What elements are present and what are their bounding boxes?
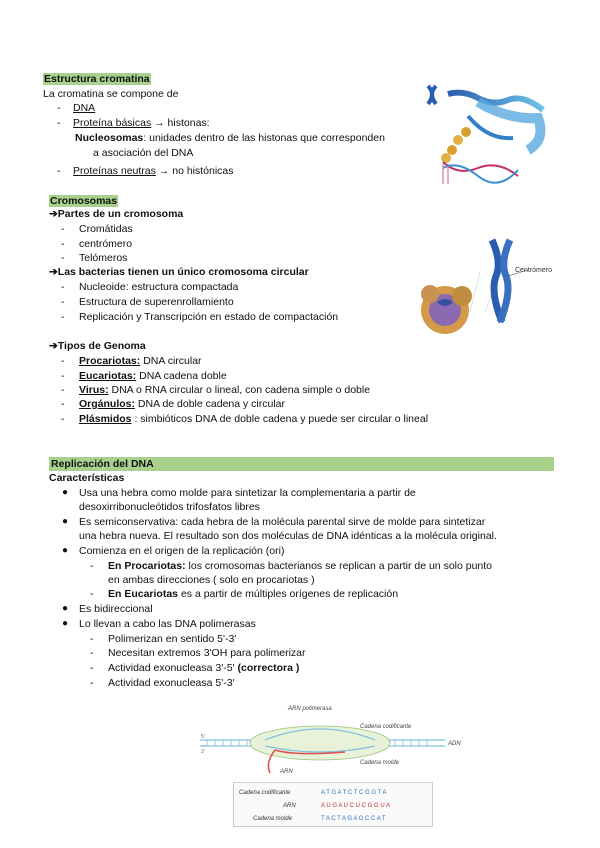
sub-bullet-text: Actividad exonucleasa 3'-5' (correctora ) xyxy=(108,662,300,674)
adn-label: ADN xyxy=(448,741,461,747)
seq-cod: A T G A T C T C G G T A xyxy=(321,790,387,796)
list-item: Estructura de superenrollamiento xyxy=(79,296,234,308)
seq-molde: T A C T A G A G C C A T xyxy=(321,816,386,822)
bullet-text: Usa una hebra como molde para sintetizar la complementaria a partir de xyxy=(79,487,416,499)
seq-cod-label: Cadena codificante xyxy=(239,790,291,796)
section-title-cromosomas: Cromosomas xyxy=(50,195,118,207)
list-item: Telómeros xyxy=(79,252,128,264)
cadena-molde-label: Cadena molde xyxy=(360,760,400,766)
list-item: Replicación y Transcripción en estado de compactación xyxy=(79,311,339,323)
transcription-diagram xyxy=(195,698,475,778)
list-item: Proteínas neutras → no histónicas xyxy=(73,165,234,177)
sub-bullet-text: En Eucariotas es a partir de múltiples orígenes de replicación xyxy=(108,588,399,600)
chromatin-intro: La cromatina se compone de xyxy=(43,88,179,100)
nucleosomas-text: Nucleosomas: unidades dentro de las histonas que corresponden xyxy=(75,132,385,144)
list-item: Virus: DNA o RNA circular o lineal, con cadena simple o doble xyxy=(79,384,371,396)
caracteristicas-title: Características xyxy=(49,472,125,484)
three-prime-label: 3' xyxy=(201,749,205,755)
bullet-text: Lo llevan a cabo las DNA polimerasas xyxy=(79,618,256,630)
centromero-label: Centrómero xyxy=(515,267,552,274)
section-title-chromatin: Estructura cromatina xyxy=(44,73,150,85)
list-item: Orgánulos: DNA de doble cadena y circular xyxy=(79,398,286,410)
sub-bullet-text: Polimerizan en sentido 5'-3' xyxy=(108,633,237,645)
list-item: Cromátidas xyxy=(79,223,133,235)
sub-bullet-text: Actividad exonucleasa 5'-3' xyxy=(108,677,235,689)
arn-polimerasa-label: ARN polimerasa xyxy=(288,706,332,712)
cadena-codificante-label: Cadena codificante xyxy=(360,724,412,730)
list-item: Proteína básicas → histonas: xyxy=(73,117,210,129)
list-item: Plásmidos : simbióticos DNA de doble cadena y puede ser circular o lineal xyxy=(79,413,429,425)
list-item: DNA xyxy=(73,102,96,114)
sub-bullet-text: Necesitan extremos 3'OH para polimerizar xyxy=(108,647,306,659)
nucleosomas-text-2: a asociación del DNA xyxy=(93,147,194,159)
tipos-title: ➔Tipos de Genoma xyxy=(49,340,146,352)
seq-molde-label: Cadena molde xyxy=(253,816,293,822)
bullet-text: Es bidireccional xyxy=(79,603,153,615)
bullet-text: desoxirribonucleótidos trifosfatos libres xyxy=(79,501,260,513)
list-item: Nucleoide: estructura compactada xyxy=(79,281,239,293)
bullet-text: Comienza en el origen de la replicación (ori) xyxy=(79,545,285,557)
chromosome-icon xyxy=(428,86,436,104)
bullet-text: Es semiconservativa: cada hebra de la molécula parental sirve de molde para sintetizar xyxy=(79,516,486,528)
five-prime-label: 5' xyxy=(201,734,205,740)
section-title-replicacion: Replicación del DNA xyxy=(49,457,554,471)
sub-bullet-text: En Procariotas: los cromosomas bacterianos se replican a partir de un solo punto xyxy=(108,560,493,572)
bullet-text: una hebra nueva. El resultado son dos moléculas de DNA idénticas a la molécula original. xyxy=(79,530,497,542)
sub-bullet-text: en ambas direcciones ( solo en procariotas ) xyxy=(108,574,315,586)
list-item: centrómero xyxy=(79,238,133,250)
chromosome-illustration xyxy=(410,232,560,340)
sequence-diagram xyxy=(233,782,433,827)
bacterias-title: ➔Las bacterias tienen un único cromosoma circular xyxy=(49,266,309,278)
seq-arn-label: ARN xyxy=(283,803,296,809)
list-item: Procariotas: DNA circular xyxy=(79,355,202,367)
chromatin-illustration xyxy=(418,80,553,188)
arn-label: ARN xyxy=(280,769,293,775)
list-item: Eucariotas: DNA cadena doble xyxy=(79,370,227,382)
seq-arn: A U G A U C U C G G U A xyxy=(321,803,391,809)
partes-title: ➔Partes de un cromosoma xyxy=(49,208,184,220)
